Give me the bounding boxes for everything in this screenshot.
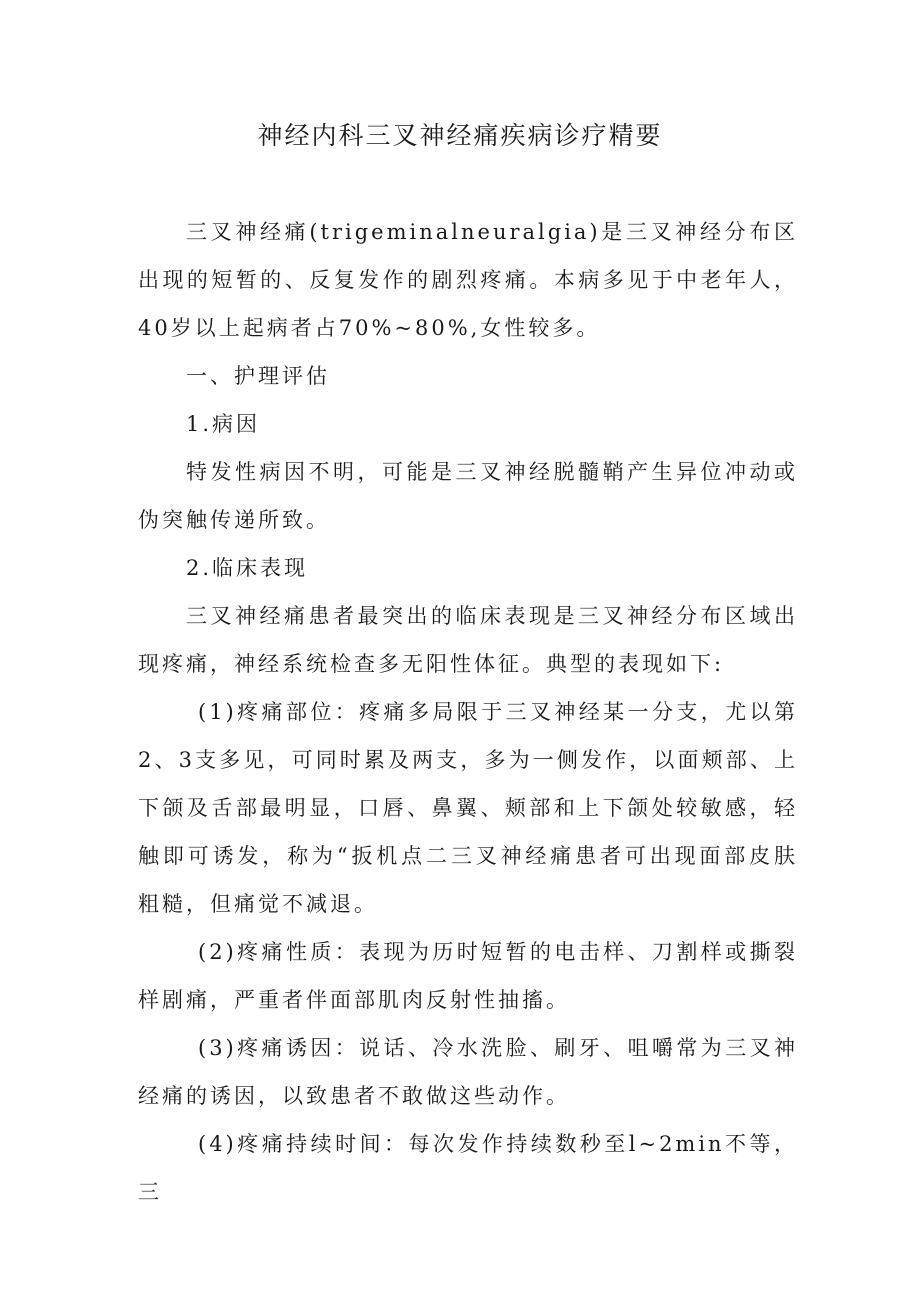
paragraph-clinical-overview: 三叉神经痛患者最突出的临床表现是三叉神经分布区域出现疼痛，神经系统检查多无阳性体征。典型的表现如下: bbox=[138, 604, 798, 676]
subheading-etiology: 1.病因 bbox=[186, 412, 261, 436]
document-title: 神经内科三叉神经痛疾病诊疗精要 bbox=[257, 121, 663, 150]
list-item-pain-duration: (4)疼痛持续时间：每次发作持续数秒至l~2min不等，三 bbox=[138, 1132, 798, 1204]
subheading-clinical-manifestations: 2.临床表现 bbox=[186, 556, 309, 580]
list-item-pain-location: (1)疼痛部位：疼痛多局限于三叉神经某一分支，尤以第2、3支多见，可同时累及两支，多为一侧发作，以面颊部、上下颌及舌部最明显，口唇、鼻翼、颊部和上下颌处较敏感，轻触即可诱发，称为“扳机点二三叉神经痛患者可出现面部皮肤粗糙，但痛觉不减退。 bbox=[138, 700, 798, 916]
document-body bbox=[138, 208, 798, 1216]
paragraph-etiology: 特发性病因不明，可能是三叉神经脱髓鞘产生异位冲动或伪突触传递所致。 bbox=[138, 460, 798, 532]
list-item-pain-triggers: (3)疼痛诱因：说话、冷水洗脸、刷牙、咀嚼常为三叉神经痛的诱因，以致患者不敢做这些动作。 bbox=[138, 1036, 798, 1108]
paragraph-intro: 三叉神经痛(trigeminalneuralgia)是三叉神经分布区出现的短暂的、反复发作的剧烈疼痛。本病多见于中老年人，40岁以上起病者占70%~80%,女性较多。 bbox=[138, 220, 798, 340]
section-heading-nursing-assessment: 一、护理评估 bbox=[186, 364, 330, 388]
list-item-pain-nature: (2)疼痛性质：表现为历时短暂的电击样、刀割样或撕裂样剧痛，严重者伴面部肌肉反射性抽搐。 bbox=[138, 940, 798, 1012]
